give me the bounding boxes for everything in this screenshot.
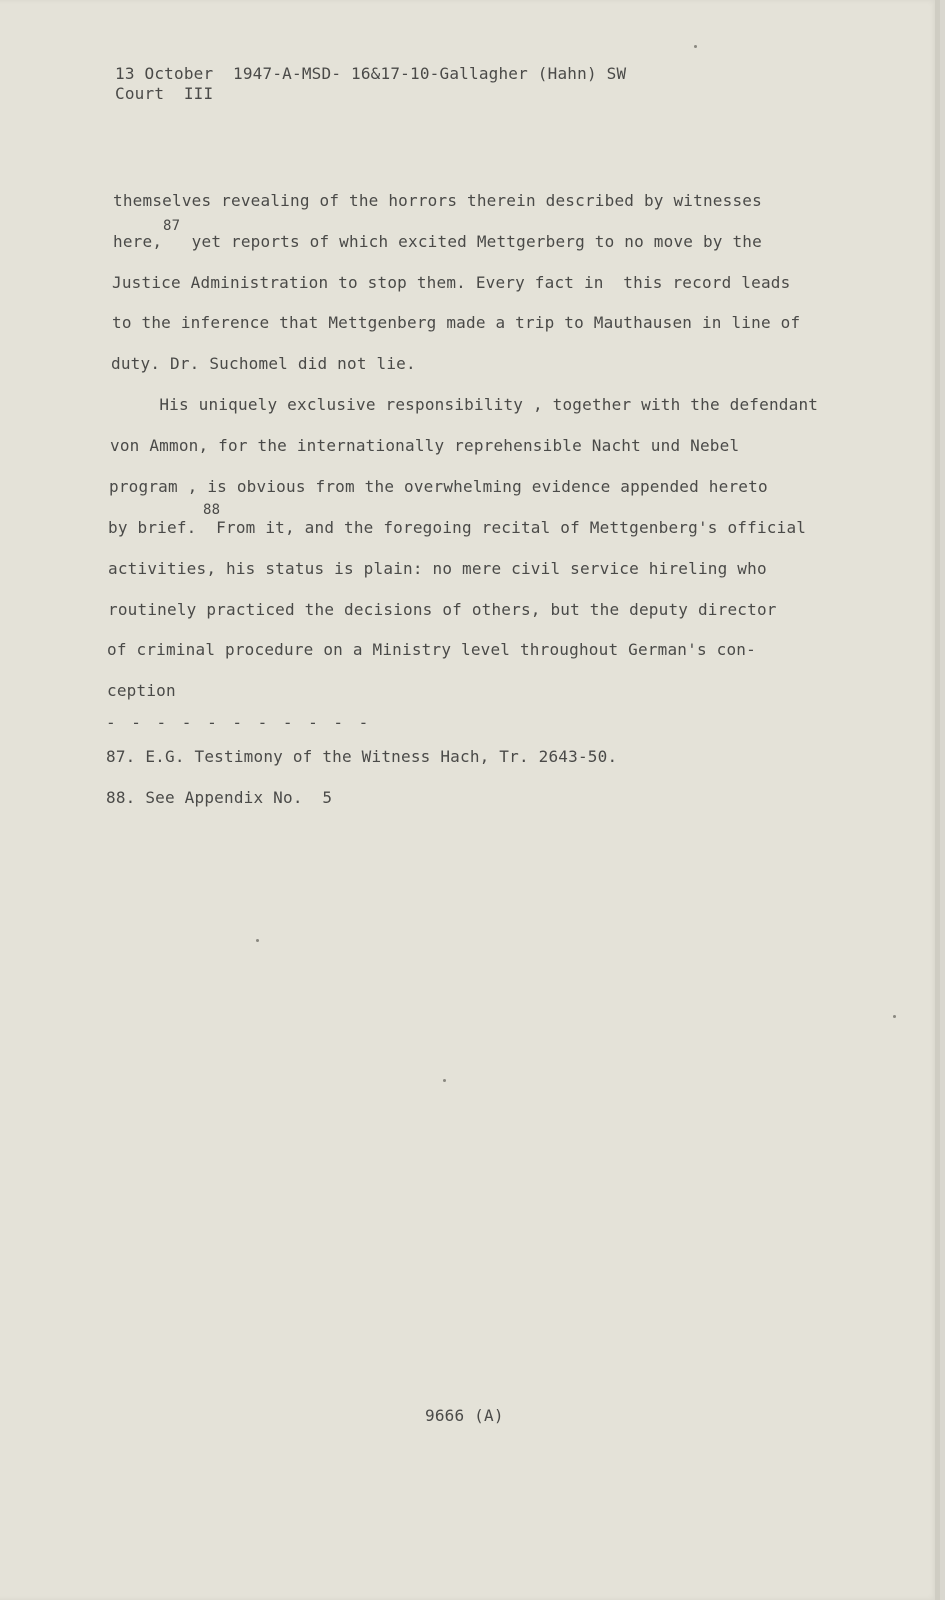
body-line: to the inference that Mettgenberg made a trip to Mauthausen in line of: [112, 313, 801, 332]
body-line: here, yet reports of which excited Mettgerberg to no move by the: [113, 232, 762, 251]
paper-speck: [443, 1079, 446, 1082]
paper-speck: [256, 939, 259, 942]
body-line: His uniquely exclusive responsibility , together with the defendant: [120, 395, 819, 414]
body-line: program , is obvious from the overwhelming evidence appended hereto: [109, 477, 768, 496]
body-line: routinely practiced the decisions of others, but the deputy director: [108, 600, 777, 619]
footnote-mark-87: 87: [163, 218, 181, 234]
body-line: duty. Dr. Suchomel did not lie.: [111, 354, 416, 373]
footnote-mark-88: 88: [203, 502, 221, 518]
body-line: activities, his status is plain: no mere civil service hireling who: [108, 559, 767, 578]
header-line-1: 13 October 1947-A-MSD- 16&17-10-Gallagher (Hahn) SW: [115, 64, 627, 83]
body-line: themselves revealing of the horrors therein described by witnesses: [113, 191, 762, 210]
body-line: von Ammon, for the internationally reprehensible Nacht und Nebel: [110, 436, 740, 455]
footnote-88: 88. See Appendix No. 5: [106, 788, 333, 807]
footnote-separator: - - - - - - - - - - -: [106, 713, 372, 732]
body-line: of criminal procedure on a Ministry level throughout German's con-: [107, 640, 756, 659]
footnote-87: 87. E.G. Testimony of the Witness Hach, Tr. 2643-50.: [106, 747, 618, 766]
body-line: by brief. From it, and the foregoing recital of Mettgenberg's official: [108, 518, 807, 537]
body-line: ception: [107, 681, 176, 700]
paper-speck: [893, 1015, 896, 1018]
page-number: 9666 (A): [425, 1406, 504, 1425]
paper-speck: [694, 45, 697, 48]
body-line: Justice Administration to stop them. Every fact in this record leads: [112, 273, 791, 292]
page-edge: [935, 0, 940, 1600]
header-line-2: Court III: [115, 84, 214, 103]
